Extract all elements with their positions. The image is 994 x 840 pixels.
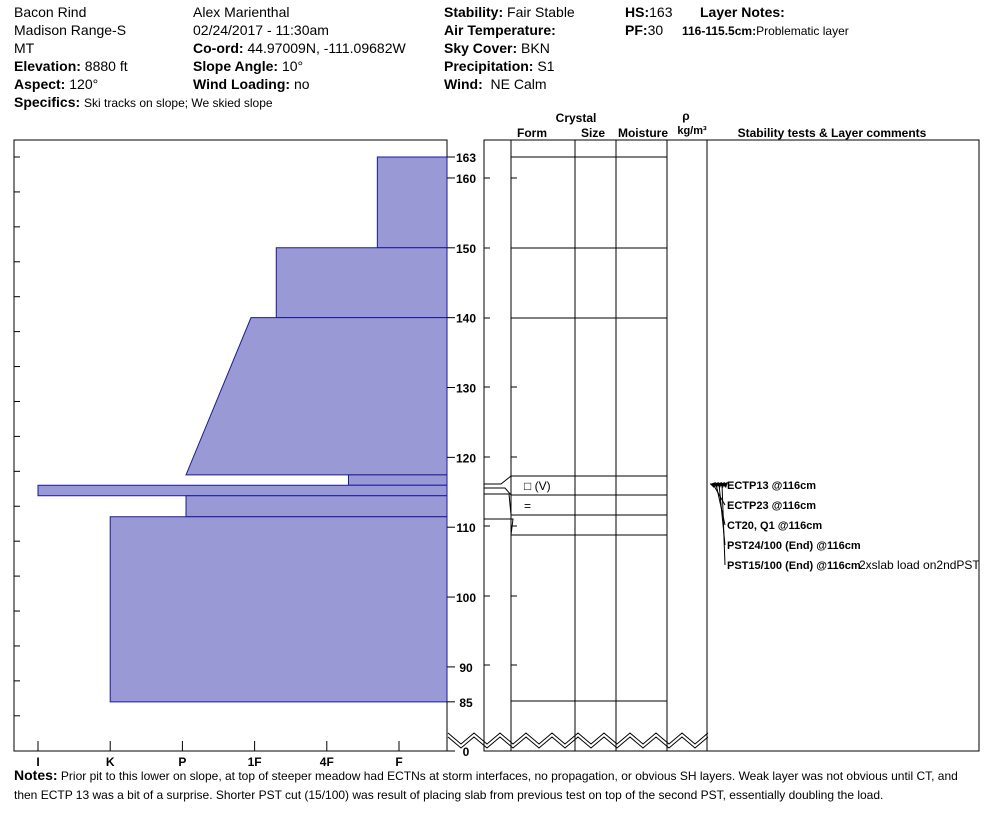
range: Madison Range-S [14, 22, 127, 38]
hardness-layer [110, 517, 447, 702]
depth-tick-label: 163 [455, 151, 477, 165]
hardness-tick-label: 4F [319, 755, 334, 769]
specifics-value: Ski tracks on slope; We skied slope [84, 96, 273, 110]
slope-value: 10° [281, 58, 304, 74]
depth-tick-label: 150 [455, 241, 477, 256]
coord-label: Co-ord: [193, 40, 244, 56]
stability-label: Stability: [444, 4, 504, 20]
notes [14, 766, 982, 805]
depth-tick-label: 90 [459, 660, 473, 675]
hardness-tick-label: I [36, 755, 40, 769]
air-temp-label: Air Temperature: [444, 22, 556, 38]
test-label: ECTP13 @116cm [727, 480, 816, 492]
hardness-tick-label: F [395, 755, 403, 769]
hardness-layer [38, 485, 447, 495]
hs-label: HS: [625, 4, 650, 20]
precip-value: S1 [537, 58, 555, 74]
hardness-layer [348, 475, 447, 485]
pf-value: 30 [647, 22, 664, 38]
coord-value: 44.97009N, -111.09682W [247, 40, 406, 56]
wind-loading-value: no [293, 76, 310, 92]
wind-label: Wind: [444, 76, 483, 92]
hardness-layer [377, 157, 447, 248]
col-crystal: Crystal [555, 111, 597, 125]
wind-loading-label: Wind Loading: [193, 76, 291, 92]
crystal-table-frame [484, 140, 979, 751]
location: Bacon Rind [14, 4, 87, 20]
aspect-label: Aspect: [14, 76, 66, 92]
hardness-layer [276, 248, 447, 318]
col-rho: ρ [682, 109, 690, 123]
aspect-value: 120° [69, 76, 99, 92]
depth-tick-label: 0 [462, 745, 470, 759]
precip-label: Precipitation: [444, 58, 534, 74]
col-density-unit: kg/m³ [677, 125, 707, 137]
crystal-form-label: □ (V) [524, 479, 551, 493]
test-label: ECTP23 @116cm [727, 500, 816, 512]
hardness-tick-label: 1F [247, 755, 262, 769]
wind-value: NE Calm [490, 76, 547, 92]
test-label: PST24/100 (End) @116cm [727, 540, 861, 552]
depth-axis [447, 151, 476, 759]
crystal-table [448, 140, 979, 751]
stability-value: Fair Stable [507, 4, 575, 20]
sky-label: Sky Cover: [444, 40, 518, 56]
depth-tick-label: 85 [459, 695, 473, 710]
notes-text: Prior pit to this lower on slope, at top of steeper meadow had ECTNs at storm interfaces, no propagation, or obvious SH layers. Weak layer was not obvious until CT, and then ECTP 13 was a bit of a surprise. Shorter PST cut (15/100) was result of placing slab from previous test on top of the second PST, essentially doubling the load. [14, 769, 958, 802]
depth-tick-label: 100 [455, 591, 477, 606]
state: MT [14, 40, 35, 56]
crystal-form-label: = [524, 499, 532, 513]
specifics-label: Specifics: [14, 94, 81, 110]
pf-label: PF: [625, 22, 648, 38]
hardness-tick-label: P [178, 755, 187, 769]
slope-label: Slope Angle: [193, 58, 279, 74]
depth-tick-label: 140 [455, 311, 477, 326]
depth-tick-label: 130 [455, 381, 477, 396]
test-comment: 2xslab load on2ndPST [859, 558, 980, 572]
col-size: Size [580, 126, 606, 140]
depth-tick-label: 120 [455, 451, 477, 466]
test-label: CT20, Q1 @116cm [727, 520, 823, 532]
observer: Alex Marienthal [193, 4, 290, 20]
datetime: 02/24/2017 - 11:30am [193, 22, 329, 38]
sky-value: BKN [521, 40, 550, 56]
col-moisture: Moisture [617, 126, 669, 140]
hardness-layer [186, 496, 447, 517]
layer-note-range: 116-115.5cm: [682, 24, 757, 38]
depth-tick-label: 160 [455, 171, 477, 186]
col-comments: Stability tests & Layer comments [737, 126, 927, 140]
test-label: PST15/100 (End) @116cm [727, 560, 861, 572]
layer-note-text: Problematic layer [756, 24, 849, 38]
hs-value: 163 [649, 4, 673, 20]
depth-tick-label: 110 [456, 521, 476, 536]
col-form: Form [517, 126, 547, 140]
notes-label: Notes: [14, 767, 58, 783]
elevation-label: Elevation: [14, 58, 81, 74]
elevation-value: 8880 ft [84, 58, 128, 74]
hardness-tick-label: K [105, 755, 115, 769]
layer-notes-label: Layer Notes: [700, 4, 785, 20]
